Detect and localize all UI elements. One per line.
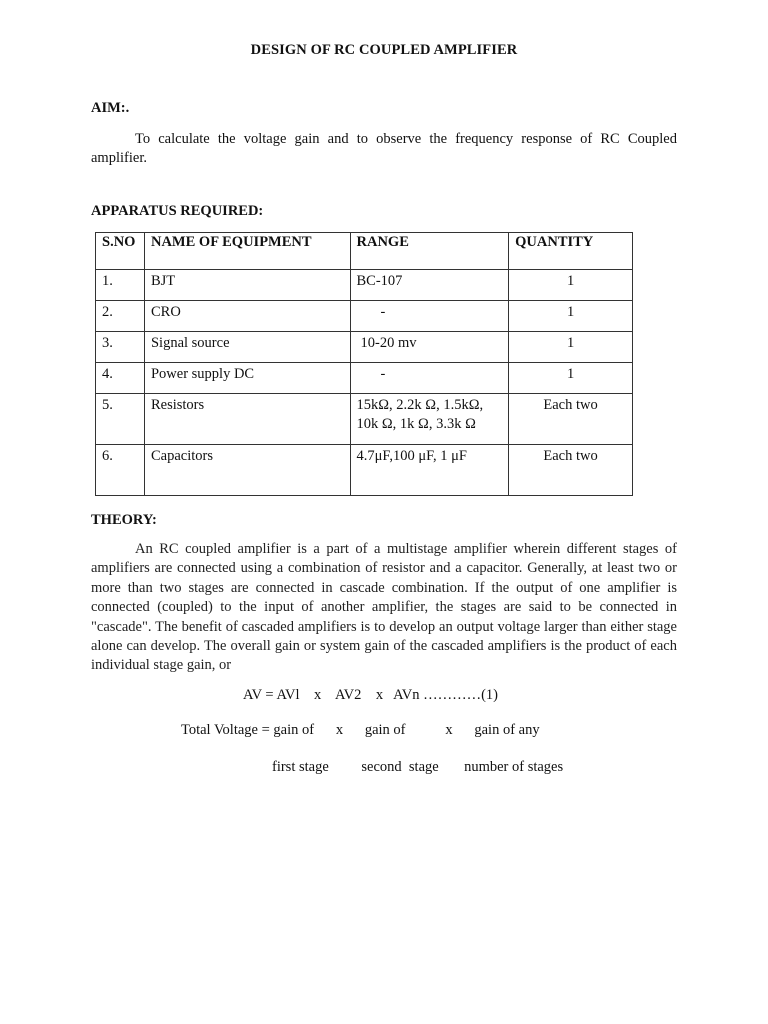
aim-heading: AIM:.: [91, 100, 130, 116]
cell-quantity: 1: [509, 332, 633, 363]
cell-name: Capacitors: [144, 445, 350, 496]
cell-name: Resistors: [144, 394, 350, 445]
table-header-row: [96, 233, 633, 270]
cell-name: CRO: [144, 301, 350, 332]
cell-sno: 1.: [96, 270, 145, 301]
theory-text: An RC coupled amplifier is a part of a multistage amplifier wherein different stages of amplifiers are connected using a combination of resistor and a capacitor. Generally, at least two or more than two stages are connected in cascade combination. If the output of one amplifier is connected (coupled) to the input of another amplifier, the stages are said to be connected in "cascade". The benefit of cascaded amplifiers is to develop an output voltage larger than either stage alone can develop. The overall gain or system gain of the cascaded amplifiers is the product of each individual stage gain, or: [91, 541, 677, 674]
column-header-sno: S.NO: [96, 233, 145, 270]
table-row: [96, 301, 633, 332]
cell-sno: 6.: [96, 445, 145, 496]
table-row: [96, 270, 633, 301]
page-title: DESIGN OF RC COUPLED AMPLIFIER: [250, 42, 518, 58]
cell-range: -: [350, 363, 509, 394]
apparatus-heading: APPARATUS REQUIRED:: [91, 203, 264, 219]
cell-quantity: 1: [509, 301, 633, 332]
column-header-range: RANGE: [350, 233, 509, 270]
cell-name: Power supply DC: [144, 363, 350, 394]
aim-text: To calculate the voltage gain and to observe the frequency response of RC Coupled amplifier.: [91, 131, 677, 167]
cell-sno: 5.: [96, 394, 145, 445]
range-line: 15kΩ, 2.2k Ω, 1.5kΩ,: [356, 397, 484, 413]
cell-name: Signal source: [144, 332, 350, 363]
range-line: 10k Ω, 1k Ω, 3.3k Ω: [356, 416, 476, 432]
cell-sno: 3.: [96, 332, 145, 363]
column-header-quantity: QUANTITY: [509, 233, 633, 270]
apparatus-table: [95, 232, 633, 496]
cell-quantity: 1: [509, 270, 633, 301]
table-row: [96, 363, 633, 394]
cell-name: BJT: [144, 270, 350, 301]
cell-sno: 2.: [96, 301, 145, 332]
cell-range: 4.7μF,100 μF, 1 μF: [350, 445, 509, 496]
table-row: [96, 332, 633, 363]
table-row: [96, 394, 633, 445]
theory-heading: THEORY:: [91, 512, 157, 528]
cell-quantity: 1: [509, 363, 633, 394]
cell-range: -: [350, 301, 509, 332]
cell-sno: 4.: [96, 363, 145, 394]
cell-quantity: Each two: [509, 394, 633, 445]
column-header-name: NAME OF EQUIPMENT: [144, 233, 350, 270]
cell-range: 10-20 mv: [350, 332, 509, 363]
stage-labels-line: first stage second stage number of stages: [272, 759, 564, 775]
cell-range: [350, 394, 509, 445]
cell-quantity: Each two: [509, 445, 633, 496]
total-voltage-line: Total Voltage = gain of x gain of x gain of any: [181, 722, 540, 738]
gain-equation: AV = AVl x AV2 x AVn …………(1): [243, 687, 498, 703]
table-row: [96, 445, 633, 496]
cell-range: BC-107: [350, 270, 509, 301]
